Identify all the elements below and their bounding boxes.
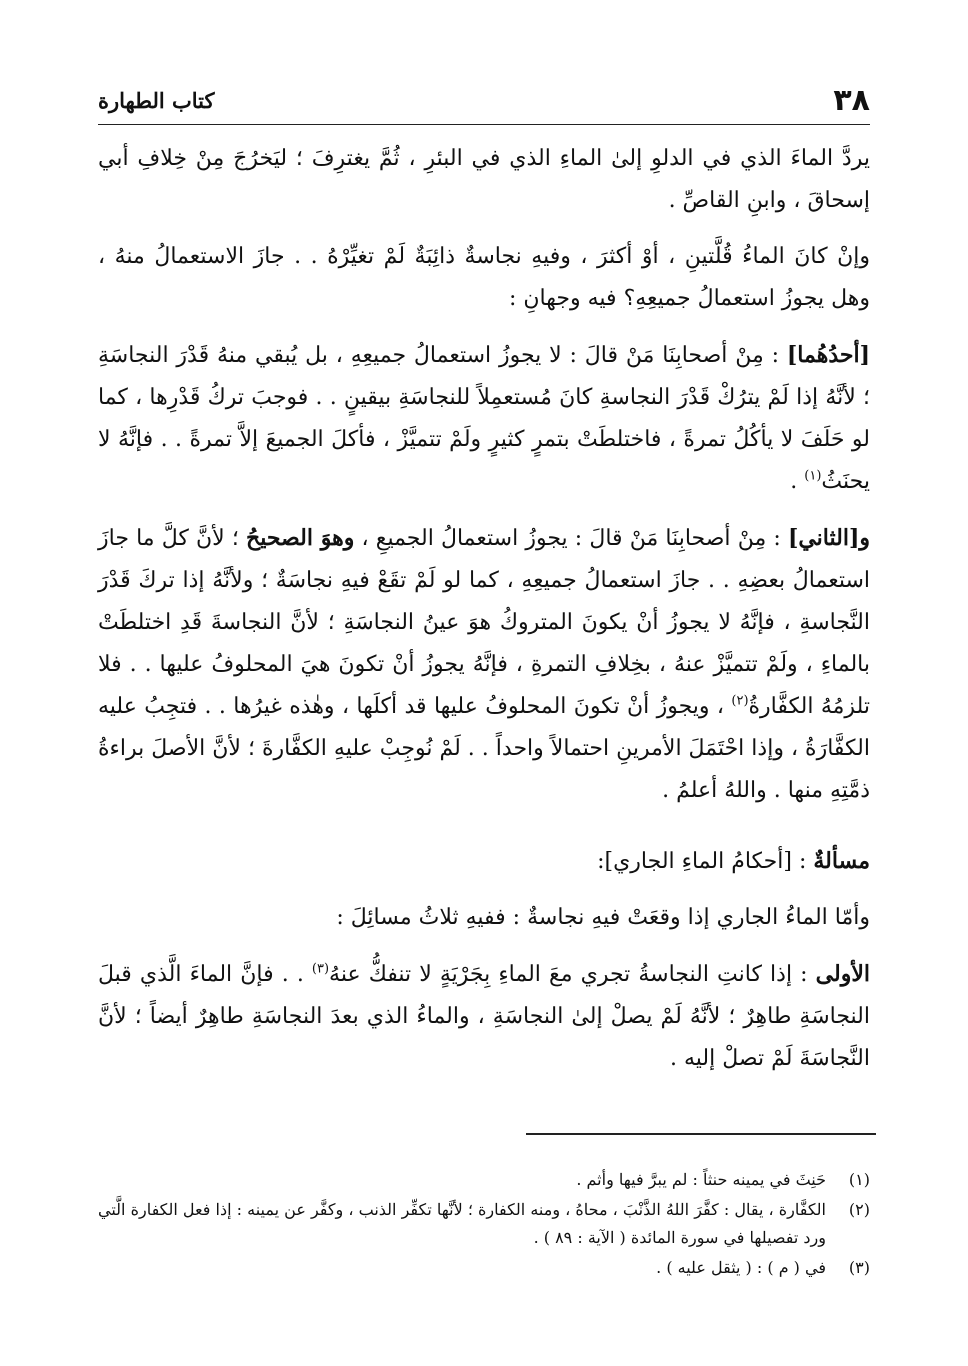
second-opinion-heading: و[الثاني] bbox=[787, 525, 870, 551]
main-text bbox=[98, 138, 870, 1094]
footnote-text: في ( م ) : ( يثقل عليه ) . bbox=[656, 1258, 826, 1277]
paragraph-text: . bbox=[790, 469, 805, 494]
paragraph-text: : إذا كانتِ النجاسةُ تجري معَ الماءِ بِجَرْيَةٍ لا تنفكُّ عنهُ bbox=[329, 962, 816, 987]
paragraph bbox=[98, 897, 870, 939]
paragraph-text: . . فإنَّ الماءَ الَّذي قبلَ النجاسَةِ طاهِرٌ ؛ لأنَّهُ لَمْ يصلْ إلىٰ النجاسَةِ ، والماءُ الذي بعدَ النجاسَةِ طاهِرٌ أيضاً ؛ لأنَّ النَّجاسَةَ لَمْ تصلْ إليه . bbox=[98, 962, 870, 1071]
paragraph-text: : مِنْ أصحابِنَا مَنْ قالَ : لا يجوزُ استعمالُ جميعِهِ ، بل يُبقي منهُ قَدْرَ النجاسَةِ ؛ لأنَّهُ إذا لَمْ يترُكْ قَدْرَ النجاسةِ كانَ مُستعمِلاً للنجاسَةِ بيقينٍ . . فوجبَ تركُ قَدْرِها ، كما لو حَلَفَ لا يأكُلُ تمرةً ، فاختلطَتْ بتمرٍ كثيرٍ ولَمْ تتميَّزْ ، فأكلَ الجميعَ إلاَّ تمرةً . . فإنَّهُ لا يحنَثُ bbox=[98, 343, 870, 494]
header-rule bbox=[98, 124, 870, 125]
issue-heading bbox=[98, 840, 870, 883]
issue-label: مسألةٌ bbox=[813, 848, 870, 874]
footnote-number: (١) bbox=[848, 1170, 870, 1189]
footnote bbox=[98, 1254, 870, 1282]
paragraph-text: ، ويجوزُ أنْ تكونَ المحلوفُ عليها قد أكلَها ، وهٰذه غيرُها . . فتجِبُ عليه الكفَّارَةُ ، وإذا احْتَمَلَ الأمرينِ احتمالاً واحداً . . لَمْ نُوجِبْ عليهِ الكفَّارةَ ؛ لأنَّ الأصلَ براءةُ ذمَّتِهِ منها . واللهُ أعلمُ . bbox=[98, 694, 870, 803]
emphasis-text: وهوَ الصحيحُ bbox=[246, 525, 355, 551]
paragraph bbox=[98, 334, 870, 503]
footnote-marker: (١) bbox=[804, 468, 822, 484]
footnote-number: (٢) bbox=[848, 1200, 870, 1219]
paragraph-text: وإنْ كانَ الماءُ قُلَّتينِ ، أوْ أكثرَ ، وفيهِ نجاسةٌ ذائِبَةٌ لَمْ تغيِّرْهُ . . جازَ الاستعمالُ منهُ ، وهل يجوزُ استعمالُ جميعِهِ؟ فيه وجهانِ : bbox=[98, 244, 870, 311]
paragraph bbox=[98, 953, 870, 1080]
footnote-text: الكفَّارة ، يقال : كفَّرَ اللهُ الذَّنْبَ ، محاهُ ، ومنه الكفارة ؛ لأنَّها تكفِّر الذنب ، وكفَّر عن يمينه : إذا فعل الكفارة الَّتي ورد تفصيلها في سورة المائدة ( الآية : ٨٩ ) . bbox=[98, 1200, 826, 1247]
paragraph-text: وأمّا الماءُ الجاري إذا وقعَتْ فيهِ نجاسةٌ : ففيهِ ثلاثُ مسائِلَ : bbox=[336, 905, 870, 930]
book-title: كتاب الطهارة bbox=[98, 87, 215, 113]
footnote-rule bbox=[526, 1133, 876, 1135]
issue-title: : [أحكامُ الماءِ الجاري]: bbox=[597, 849, 814, 874]
footnote-marker: (٢) bbox=[731, 693, 749, 709]
paragraph bbox=[98, 236, 870, 320]
paragraph-text: يردَّ الماءَ الذي في الدلوِ إلىٰ الماءِ الذي في البئرِ ، ثُمَّ يغترِفَ ؛ ليَخرُجَ مِنْ خِلافِ أبي إسحاقَ ، وابنِ القاصِّ . bbox=[98, 146, 870, 213]
paragraph-text: ؛ لأنَّ كلَّ ما جازَ استعمالُ بعضِهِ . . جازَ استعمالُ جميعِهِ ، كما لو لَمْ تقَعْ فيهِ نجاسَةٌ ؛ ولأنَّهُ إذا تركَ قَدْرَ النَّجاسةِ ، فإنَّهُ لا يجوزُ أنْ يكونَ المتروكُ هوَ عينُ النجاسَةِ ؛ لأنَّ النجاسةَ قَدِ اختلطَتْ بالماءِ ، ولَمْ تتميَّزْ عنهُ ، بخِلافِ التمرةِ ، فإنَّهُ يجوزُ أنْ تكونَ هيَ المحلوفُ عليها . . فلا تلزمُهُ الكفَّارةُ bbox=[98, 526, 870, 719]
paragraph bbox=[98, 138, 870, 222]
footnote-text: حَنِثَ في يمينه حنثاً : لم يبرَّ فيها وأثم . bbox=[576, 1170, 826, 1189]
page-header bbox=[98, 78, 870, 122]
paragraph-text: : مِنْ أصحابِنَا مَنْ قالَ : يجوزُ استعمالُ الجميعِ ، bbox=[354, 526, 788, 551]
footnote bbox=[98, 1196, 870, 1252]
footnote-marker: (٣) bbox=[311, 961, 330, 977]
first-opinion-heading: [أحدُهُما] bbox=[786, 342, 870, 368]
paragraph bbox=[98, 517, 870, 812]
first-case-heading: الأولى bbox=[815, 961, 870, 987]
footnotes bbox=[98, 1166, 870, 1284]
page-number: ٣٨ bbox=[833, 82, 870, 118]
footnote-number: (٣) bbox=[848, 1258, 870, 1277]
footnote bbox=[98, 1166, 870, 1194]
